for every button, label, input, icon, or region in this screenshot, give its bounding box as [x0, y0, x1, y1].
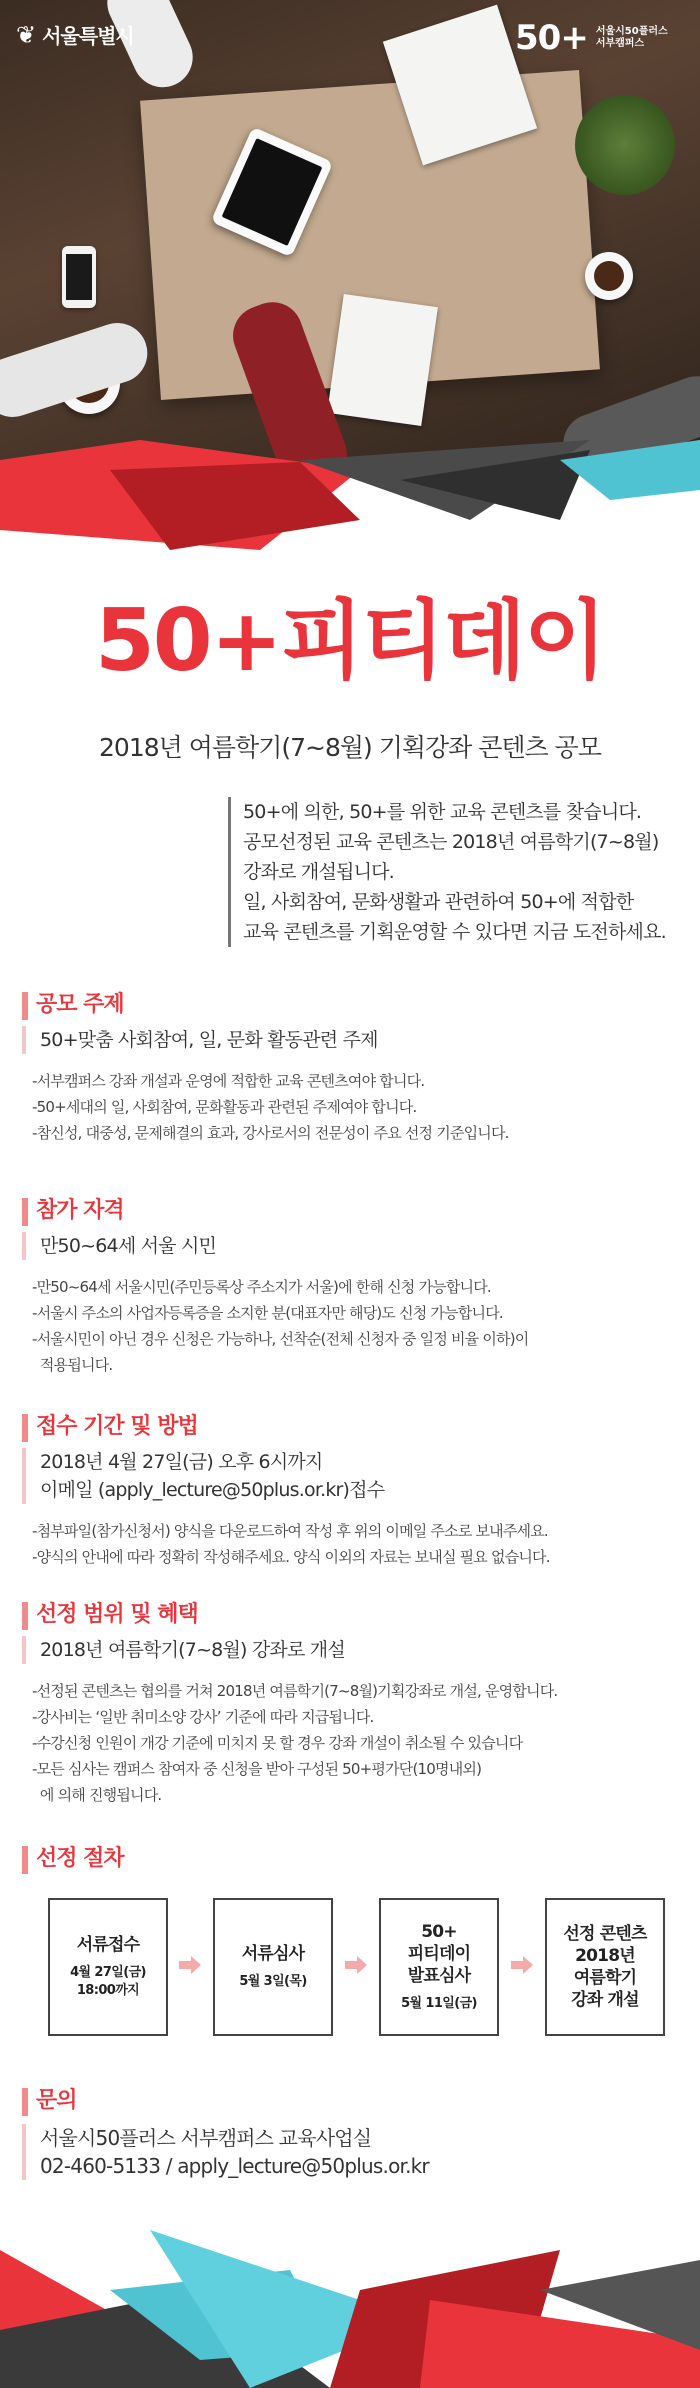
bullet-item: -서울시 주소의 사업자등록증을 소지한 분(대표자만 해당)도 신청 가능합니다.: [32, 1304, 503, 1322]
section-heading: [22, 2086, 682, 2120]
50plus-logo-mark: 50+: [515, 18, 588, 58]
bullet-item: 적용됩니다.: [32, 1356, 113, 1374]
bullet-item: -서울시민이 아닌 경우 신청은 가능하나, 선착순(전체 신청자 중 일정 비율 이하)이: [32, 1330, 529, 1348]
step-date: 5월 11일(금): [401, 1996, 477, 2011]
seoul-logo-text: 서울특별시: [42, 24, 134, 48]
process-steps: [48, 1898, 668, 2038]
section-bullets: [22, 1274, 682, 1378]
step-title: 선정 콘텐츠 2018년 여름학기 강좌 개설: [563, 1924, 647, 2010]
section-heading-text: 선정 절차: [36, 1846, 124, 1871]
intro-line: 강좌로 개설됩니다.: [243, 861, 394, 883]
section-heading: [22, 990, 682, 1024]
step-title: 서류접수: [76, 1935, 140, 1955]
intro-line: 일, 사회참여, 문화생활과 관련하여 50+에 적합한: [243, 891, 634, 913]
50plus-logo-line1: 서울시50플러스: [595, 26, 668, 37]
hero-phone: [62, 246, 96, 308]
section-lead-line: 50+맞춤 사회참여, 일, 문화 활동관련 주제: [40, 1029, 378, 1051]
bullet-item: -만50~64세 서울시민(주민등록상 주소지가 서울)에 한해 신청 가능합니다.: [32, 1278, 491, 1296]
section-heading-text: 접수 기간 및 방법: [36, 1414, 198, 1439]
section-lead-line: 2018년 4월 27일(금) 오후 6시까지: [40, 1451, 323, 1473]
contact-org: 서울시50플러스 서부캠퍼스 교육사업실: [40, 2126, 372, 2150]
section-contact: [22, 2086, 682, 2180]
section-lead: [22, 1026, 682, 1054]
bullet-item: -모든 심사는 캠퍼스 참여자 중 신청을 받아 구성된 50+평가단(10명내외): [32, 1760, 482, 1778]
section-bullets: [22, 1518, 682, 1570]
bullet-item: -첨부파일(참가신청서) 양식을 다운로드하여 작성 후 위의 이메일 주소로 보내주세요.: [32, 1522, 548, 1540]
bullet-item: -강사비는 ‘일반 취미소양 강사’ 기준에 따라 지급됩니다.: [32, 1708, 374, 1726]
section-lead: [22, 1636, 682, 1664]
section-heading: [22, 1412, 682, 1446]
section-heading: [22, 1600, 682, 1634]
divider-teal: [560, 440, 700, 500]
50plus-logo: [515, 18, 668, 58]
step-date: 5월 3일(목): [239, 1974, 307, 1989]
section-eligibility: [22, 1196, 682, 1378]
hero-plant: [575, 95, 675, 195]
section-bullets: [22, 1678, 682, 1808]
bullet-item: -선정된 콘텐츠는 협의를 거쳐 2018년 여름학기(7~8월)기획강좌로 개설, 운영합니다.: [32, 1682, 558, 1700]
arrow-right-icon: [345, 1956, 367, 1974]
50plus-logo-line2: 서부캠퍼스: [595, 38, 645, 49]
step-title: 서류심사: [241, 1944, 305, 1964]
bullet-item: -수강신청 인원이 개강 기준에 미치지 못 할 경우 강좌 개설이 취소될 수 있습니다: [32, 1734, 523, 1752]
section-lead: [22, 1232, 682, 1260]
bullet-item: -양식의 안내에 따라 정확히 작성해주세요. 양식 이외의 자료는 보내실 필요 없습니다.: [32, 1548, 550, 1566]
process-step: [213, 1898, 333, 2036]
contact-phone-email: 02-460-5133 / apply_lecture@50plus.or.kr: [40, 2154, 429, 2178]
footer-decor-shapes: [0, 2230, 700, 2388]
process-step: [545, 1898, 665, 2036]
section-bullets: [22, 1068, 682, 1146]
bullet-item: 에 의해 진행됩니다.: [32, 1786, 162, 1804]
section-heading-text: 공모 주제: [36, 992, 124, 1017]
seoul-logo: [16, 20, 134, 49]
section-lead-line: 이메일 (apply_lecture@50plus.or.kr)접수: [40, 1479, 385, 1501]
section-heading: [22, 1844, 682, 1878]
section-heading-text: 선정 범위 및 혜택: [36, 1602, 198, 1627]
section-topic: [22, 990, 682, 1146]
50plus-logo-text: [596, 26, 668, 50]
intro-line: 공모선정된 교육 콘텐츠는 2018년 여름학기(7~8월): [243, 831, 659, 853]
hero-image: [0, 0, 700, 470]
process-step: [48, 1898, 168, 2036]
hero-paper-clipboard: [327, 294, 438, 426]
step-date: 4월 27일(금) 18:00까지: [70, 1965, 146, 1998]
section-lead-line: 2018년 여름학기(7~8월) 강좌로 개설: [40, 1639, 345, 1661]
hero-cup-right: [585, 252, 633, 300]
intro-line: 50+에 의한, 50+를 위한 교육 콘텐츠를 찾습니다.: [243, 801, 642, 823]
intro-text: [228, 797, 688, 947]
section-heading: [22, 1196, 682, 1230]
section-benefits: [22, 1600, 682, 1808]
bullet-item: -서부캠퍼스 강좌 개설과 운영에 적합한 교육 콘텐츠여야 합니다.: [32, 1072, 425, 1090]
section-lead: [22, 1448, 682, 1504]
page-subtitle: 2018년 여름학기(7~8월) 기획강좌 콘텐츠 공모: [99, 733, 601, 762]
section-lead-line: 만50~64세 서울 시민: [40, 1235, 217, 1257]
step-title: 50+ 피티데이 발표심사: [407, 1922, 471, 1986]
page-title: 50+피티데이: [94, 591, 606, 691]
bullet-item: -참신성, 대중성, 문제해결의 효과, 강사로서의 전문성이 주요 선정 기준입니다.: [32, 1124, 509, 1142]
section-heading-text: 문의: [36, 2088, 77, 2113]
section-submission: [22, 1412, 682, 1570]
section-process: [22, 1844, 682, 1878]
section-heading-text: 참가 자격: [36, 1198, 124, 1223]
contact-info: [22, 2124, 682, 2180]
hero-divider-shapes: [0, 440, 700, 550]
arrow-right-icon: [179, 1956, 201, 1974]
arrow-right-icon: [511, 1956, 533, 1974]
process-step: [379, 1898, 499, 2036]
intro-line: 교육 콘텐츠를 기획운영할 수 있다면 지금 도전하세요.: [243, 921, 666, 943]
seoul-logo-icon: ❦: [16, 20, 37, 49]
bullet-item: -50+세대의 일, 사회참여, 문화활동과 관련된 주제여야 합니다.: [32, 1098, 417, 1116]
